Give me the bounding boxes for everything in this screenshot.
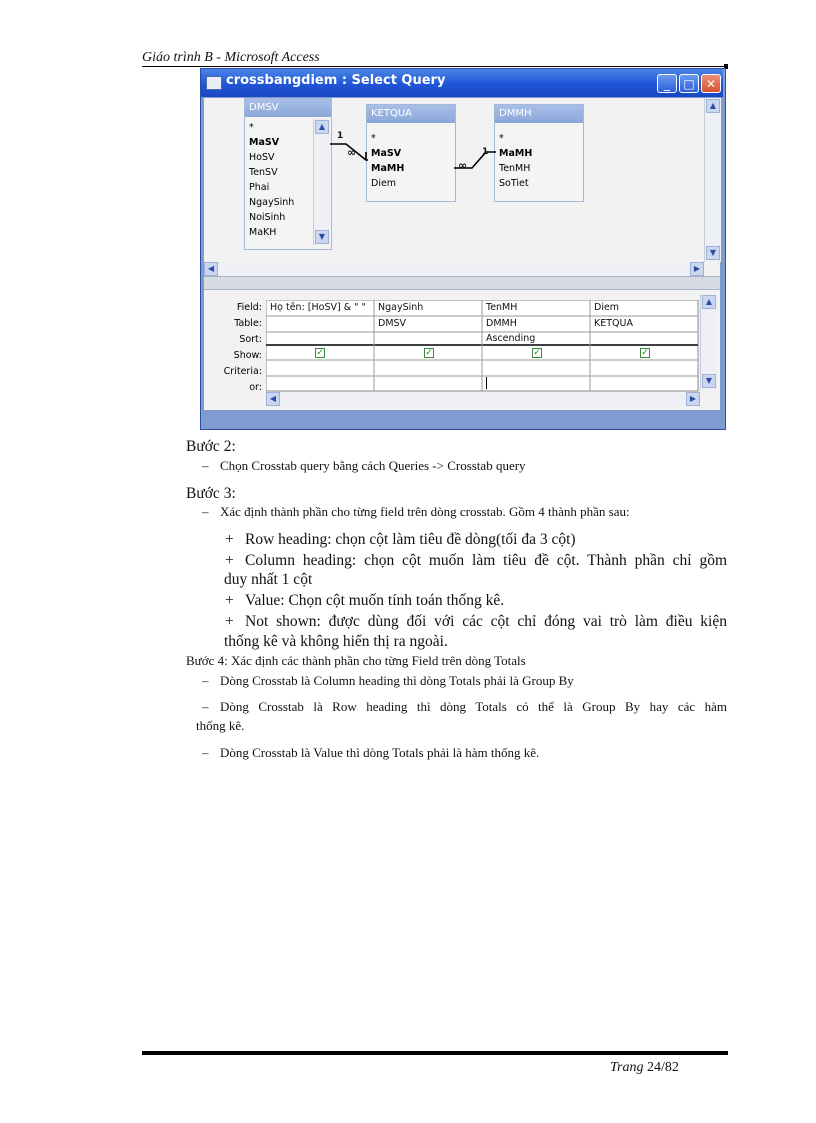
grid-field-cell[interactable]: Họ tên: [HoSV] & " " bbox=[270, 302, 366, 313]
field-item[interactable]: MaMH bbox=[499, 148, 533, 159]
step2-item: Chọn Crosstab query bằng cách Queries -> Crosstab query bbox=[220, 458, 526, 473]
field-item[interactable]: MaSV bbox=[371, 148, 402, 159]
field-item[interactable]: Diem bbox=[371, 178, 397, 189]
table-dmsv-title: DMSV bbox=[245, 99, 331, 117]
row-label-table: Table: bbox=[234, 318, 262, 329]
grid-sort-cell[interactable]: Ascending bbox=[486, 333, 536, 344]
scroll-left-icon[interactable]: ◀ bbox=[204, 262, 218, 276]
scroll-down-icon[interactable]: ▼ bbox=[706, 246, 720, 260]
show-checkbox[interactable]: ✓ bbox=[316, 348, 324, 358]
scroll-up-icon[interactable]: ▲ bbox=[315, 120, 329, 134]
relation-many-label: ∞ bbox=[458, 159, 468, 172]
step4-item2-cont: thống kê. bbox=[196, 718, 245, 733]
value-item: Value: Chọn cột muốn tính toán thống kê. bbox=[245, 592, 505, 609]
document-header: Giáo trình B - Microsoft Access bbox=[142, 50, 320, 65]
footer-rule bbox=[142, 1051, 728, 1055]
pane-splitter[interactable] bbox=[204, 276, 720, 290]
bullet-dash: – bbox=[202, 699, 209, 714]
minimize-button[interactable]: _ bbox=[657, 74, 677, 93]
plus-bullet: + bbox=[225, 592, 234, 609]
not-shown-item-cont: thống kê và không hiển thị ra ngoài. bbox=[224, 633, 448, 650]
grid-vscroll[interactable] bbox=[700, 294, 717, 390]
field-item[interactable]: TenSV bbox=[249, 167, 278, 178]
step2-heading: Bước 2: bbox=[186, 438, 236, 455]
header-rule bbox=[142, 66, 728, 67]
show-checkbox[interactable]: ✓ bbox=[641, 348, 649, 358]
grid-field-cell[interactable]: Diem bbox=[594, 302, 620, 313]
row-label-field: Field: bbox=[236, 302, 262, 313]
grid-table-cell[interactable] bbox=[267, 316, 373, 332]
bullet-dash: – bbox=[202, 673, 209, 688]
show-checkbox[interactable]: ✓ bbox=[533, 348, 541, 358]
table-dmmh-title: DMMH bbox=[495, 105, 583, 123]
table-dmsv[interactable] bbox=[244, 98, 332, 250]
field-item[interactable]: * bbox=[499, 133, 504, 144]
window-title: crossbangdiem : Select Query bbox=[226, 73, 446, 88]
field-item[interactable]: MaSV bbox=[249, 137, 280, 148]
bullet-dash: – bbox=[202, 504, 209, 519]
grid-hscroll[interactable] bbox=[266, 392, 700, 406]
scroll-right-icon[interactable]: ▶ bbox=[686, 392, 700, 406]
field-item[interactable]: NoiSinh bbox=[249, 212, 286, 223]
field-item[interactable]: SoTiet bbox=[499, 178, 529, 189]
row-label-criteria: Criteria: bbox=[223, 366, 262, 377]
grid-table-cell[interactable]: KETQUA bbox=[594, 318, 633, 329]
row-label-or: or: bbox=[249, 382, 262, 393]
step3-item: Xác định thành phần cho từng field trên dòng crosstab. Gồm 4 thành phần sau: bbox=[220, 504, 630, 519]
row-label-sort: Sort: bbox=[239, 334, 262, 345]
grid-sort-cell[interactable] bbox=[267, 331, 373, 347]
step4-heading: Bước 4: Xác định các thành phần cho từng Field trên dòng Totals bbox=[186, 653, 526, 668]
field-item[interactable]: Phai bbox=[249, 182, 270, 193]
step4-item2: Dòng Crosstab là Row heading thì dòng Totals có thể là Group By hay các hàm bbox=[220, 699, 727, 714]
step3-heading: Bước 3: bbox=[186, 485, 236, 502]
grid-row-labels bbox=[204, 300, 262, 396]
page-number bbox=[610, 1060, 679, 1076]
table-ketqua-title: KETQUA bbox=[367, 105, 455, 123]
bullet-dash: – bbox=[202, 458, 209, 473]
grid-field-cell[interactable]: TenMH bbox=[486, 302, 518, 313]
join-lines bbox=[320, 130, 510, 190]
column-heading-item-cont: duy nhất 1 cột bbox=[224, 571, 313, 588]
step4-item3: Dòng Crosstab là Value thì dòng Totals phải là hàm thống kê. bbox=[220, 745, 540, 760]
show-checkbox[interactable]: ✓ bbox=[425, 348, 433, 358]
relation-one-label: 1 bbox=[337, 131, 344, 141]
plus-bullet: + bbox=[225, 613, 234, 630]
row-label-show: Show: bbox=[233, 350, 262, 361]
query-icon bbox=[206, 76, 222, 90]
scroll-right-icon[interactable]: ▶ bbox=[690, 262, 704, 276]
column-heading-item: Column heading: chọn cột muốn làm tiêu đề cột. Thành phần chỉ gồm bbox=[245, 552, 727, 569]
close-button[interactable]: ✕ bbox=[701, 74, 721, 93]
scroll-down-icon[interactable]: ▼ bbox=[702, 374, 716, 388]
row-heading-item: Row heading: chọn cột làm tiêu đề dòng(tối đa 3 cột) bbox=[245, 531, 576, 548]
table-pane-hscroll[interactable] bbox=[204, 262, 704, 276]
field-item[interactable]: TenMH bbox=[499, 163, 531, 174]
scroll-up-icon[interactable]: ▲ bbox=[702, 295, 716, 309]
field-item[interactable]: MaKH bbox=[249, 227, 277, 238]
grid-sort-cell[interactable] bbox=[591, 331, 697, 347]
relation-many-label: ∞ bbox=[347, 146, 357, 159]
field-item[interactable]: MaMH bbox=[371, 163, 405, 174]
not-shown-item: Not shown: được dùng đối với các cột chỉ đóng vai trò làm điều kiện bbox=[245, 613, 727, 630]
scroll-up-icon[interactable]: ▲ bbox=[706, 99, 720, 113]
grid-table-cell[interactable]: DMSV bbox=[378, 318, 407, 329]
table-pane-vscroll[interactable] bbox=[704, 98, 721, 262]
scroll-left-icon[interactable]: ◀ bbox=[266, 392, 280, 406]
plus-bullet: + bbox=[225, 531, 234, 548]
relation-one-label: 1 bbox=[482, 147, 489, 157]
field-item[interactable]: NgaySinh bbox=[249, 197, 295, 208]
field-item[interactable]: * bbox=[371, 133, 376, 144]
bullet-dash: – bbox=[202, 745, 209, 760]
field-item[interactable]: HoSV bbox=[249, 152, 275, 163]
grid-sort-cell[interactable] bbox=[375, 331, 481, 347]
plus-bullet: + bbox=[225, 552, 234, 569]
field-item[interactable]: * bbox=[249, 122, 254, 133]
step4-item1: Dòng Crosstab là Column heading thì dòng Totals phải là Group By bbox=[220, 673, 574, 688]
grid-table-cell[interactable]: DMMH bbox=[486, 318, 517, 329]
page-number-value: 24/82 bbox=[646, 1060, 679, 1075]
grid-field-cell[interactable]: NgaySinh bbox=[378, 302, 424, 313]
text-cursor bbox=[486, 377, 487, 389]
page-label: Trang bbox=[610, 1060, 644, 1075]
maximize-button[interactable]: □ bbox=[679, 74, 699, 93]
scroll-down-icon[interactable]: ▼ bbox=[315, 230, 329, 244]
